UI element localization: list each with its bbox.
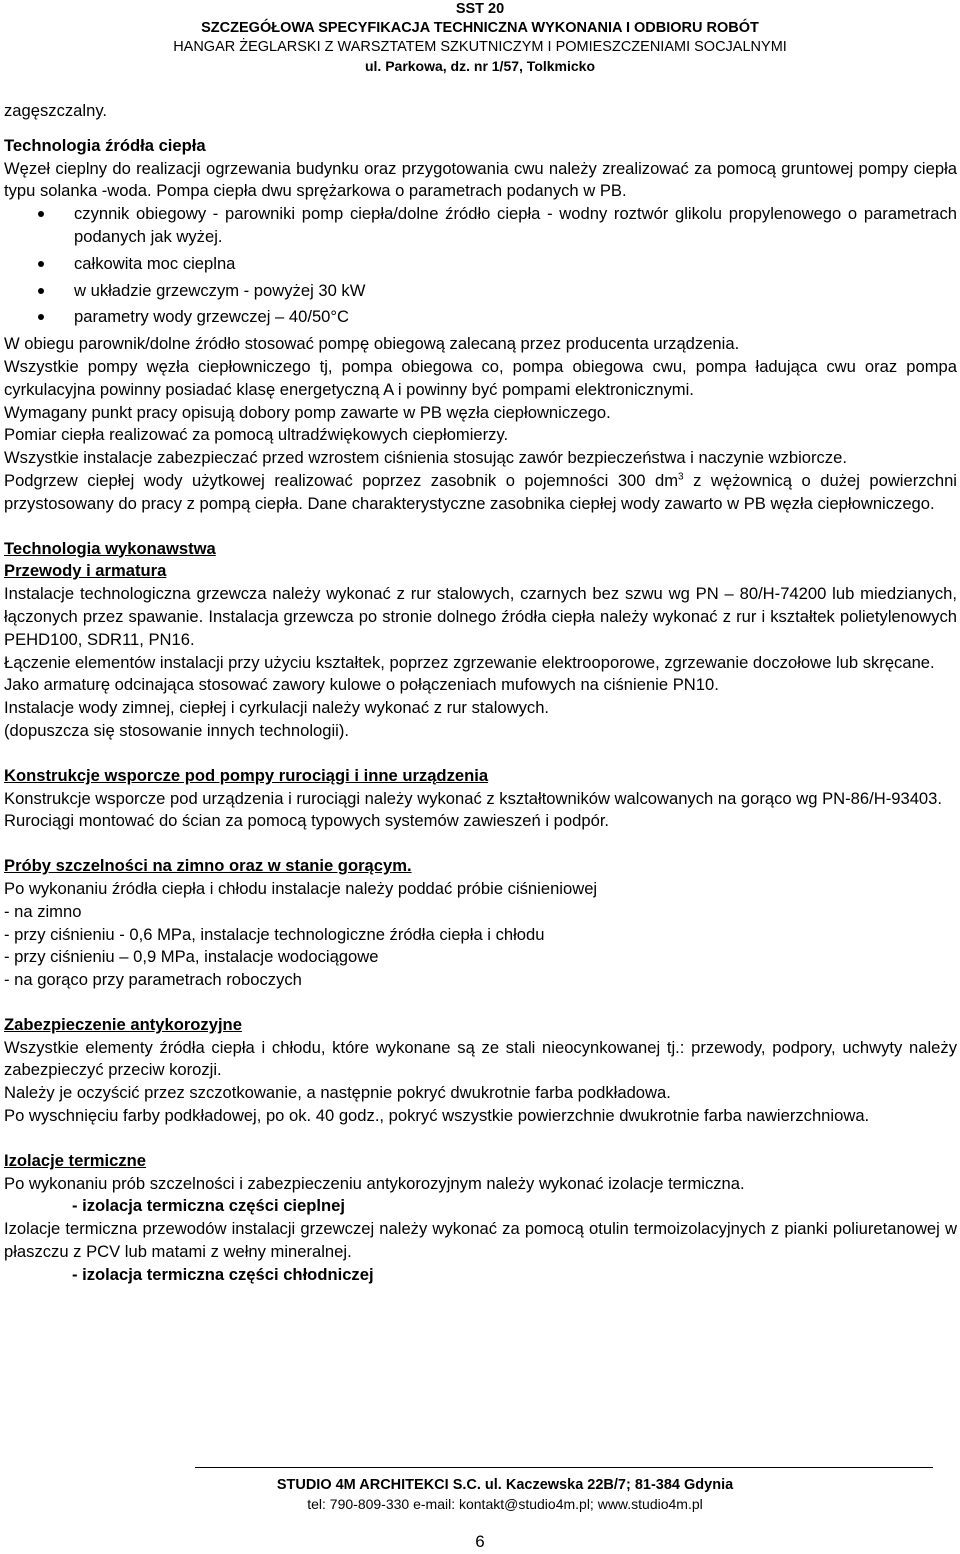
paragraph: W obiegu parownik/dolne źródło stosować pompę obiegową zalecaną przez producenta urządzenia. — [4, 334, 740, 354]
paragraph: Węzeł cieplny do realizacji ogrzewania budynku oraz przygotowania cwu należy zrealizować za pomocą gruntowej pompy ciepła typu solanka -woda. Pompa ciepła dwu sprężarkowa o parametrach podanych w PB. — [4, 158, 957, 201]
paragraph: Po wykonaniu prób szczelności i zabezpieczeniu antykorozyjnym należy wykonać izolacje termiczna. — [4, 1173, 745, 1193]
bullet-item: całkowita moc cieplna — [4, 253, 957, 276]
section-title-tests: Próby szczelności na zimno oraz w stanie gorącym. — [4, 856, 412, 876]
paragraph: Wszystkie pompy węzła ciepłowniczego tj, pompa obiegowa co, pompa obiegowa cwu, pompa ładująca cwu oraz pompa cyrkulacyjna powinny posiadać klasę energetyczną A i powinny być pompami elektronicznymi. — [4, 356, 957, 399]
bullet-item: w układzie grzewczym - powyżej 30 kW — [4, 280, 957, 303]
bullet-icon — [38, 314, 44, 320]
paragraph-tank: Podgrzew ciepłej wody użytkowej realizować poprzez zasobnik o pojemności 300 $dm^3$ z wężownicą o dużej powierzchni przystosowany do pracy z pompą ciepła. Dane charakterystyczne zasobnika ciepłej wody zawarto w PB węzła ciepłowniczego. — [4, 470, 957, 513]
paragraph: Należy je oczyścić przez szczotkowanie, a następnie pokryć dwukrotnie farba podkładowa. — [4, 1083, 671, 1103]
paragraph: Rurociągi montować do ścian za pomocą typowych systemów zawieszeń i podpór. — [4, 811, 610, 831]
paragraph: Wymagany punkt pracy opisują dobory pomp zawarte w PB węzła ciepłowniczego. — [4, 402, 611, 422]
section-subtitle-pipes: Przewody i armatura — [4, 561, 167, 581]
section-title-heat-source: Technologia źródła ciepła — [4, 135, 206, 155]
paragraph: - na gorąco przy parametrach roboczych — [4, 970, 302, 990]
bullet-list — [4, 203, 957, 329]
company-contact: tel: 790-809-330 e-mail: kontakt@studio4m.pl; www.studio4m.pl — [307, 1496, 703, 1512]
project-address: ul. Parkowa, dz. nr 1/57, Tolkmicko — [364, 58, 596, 74]
paragraph: Instalacje technologiczna grzewcza należy wykonać z rur stalowych, czarnych bez szwu wg PN – 80/H-74200 lub miedzianych, łączonych przez spawanie. Instalacja grzewcza po stronie dolnego źródła ciepła należy wykonać z rur i kształtek polietylenowych PEHD100, SDR11, PN16. — [4, 584, 957, 649]
paragraph: Po wyschnięciu farby podkładowej, po ok. 40 godz., pokryć wszystkie powierzchnie dwukrotnie farba nawierzchniowa. — [4, 1106, 870, 1126]
paragraph: Jako armaturę odcinająca stosować zawory kulowe o połączeniach mufowych na ciśnienie PN10. — [4, 675, 719, 695]
spec-title: SZCZEGÓŁOWA SPECYFIKACJA TECHNICZNA WYKONANIA I ODBIORU ROBÓT — [201, 20, 759, 36]
company-address: STUDIO 4M ARCHITEKCI S.C. ul. Kaczewska 22B/7; 81-384 Gdynia — [276, 1477, 734, 1493]
bullet-icon — [38, 288, 44, 294]
page-header — [0, 0, 960, 76]
page-footer — [0, 1476, 960, 1514]
paragraph: Izolacje termiczna przewodów instalacji grzewczej należy wykonać za pomocą otulin termoizolacyjnych z pianki poliuretanowej w płaszczu z PCV lub matami z wełny mineralnej. — [4, 1219, 957, 1262]
paragraph: Pomiar ciepła realizować za pomocą ultradźwiękowych ciepłomierzy. — [4, 425, 509, 445]
subsection-heat-insulation: - izolacja termiczna części cieplnej — [72, 1196, 345, 1216]
bullet-item: parametry wody grzewczej – 40/50°C — [4, 306, 957, 329]
paragraph: Instalacje wody zimnej, ciepłej i cyrkulacji należy wykonać z rur stalowych. — [4, 698, 550, 718]
section-title-anticorrosion: Zabezpieczenie antykorozyjne — [4, 1014, 242, 1034]
section-title-execution: Technologia wykonawstwa — [4, 538, 216, 558]
paragraph: Wszystkie instalacje zabezpieczać przed wzrostem ciśnienia stosując zawór bezpieczeństwa i naczynie wzbiorcze. — [4, 448, 847, 468]
page-number: 6 — [475, 1532, 485, 1551]
spec-code: SST 20 — [455, 1, 505, 17]
bullet-item: czynnik obiegowy - parowniki pomp ciepła/dolne źródło ciepła - wodny roztwór glikolu propylenowego o parametrach podanych jak wyżej. — [4, 203, 957, 249]
document-body — [4, 100, 957, 1287]
section-title-supports: Konstrukcje wsporcze pod pompy rurociągi i inne urządzenia — [4, 765, 489, 785]
subsection-cold-insulation: - izolacja termiczna części chłodniczej — [72, 1264, 374, 1284]
paragraph: Konstrukcje wsporcze pod urządzenia i rurociągi należy wykonać z kształtowników walcowanych na gorąco wg PN-86/H-93403. — [4, 788, 943, 808]
paragraph: Wszystkie elementy źródła ciepła i chłodu, które wykonane są ze stali nieocynkowanej tj.: przewody, podpory, uchwyty należy zabezpieczyć przeciw korozji. — [4, 1037, 957, 1080]
paragraph: - przy ciśnieniu – 0,9 MPa, instalacje wodociągowe — [4, 947, 379, 967]
paragraph: Łączenie elementów instalacji przy użyciu kształtek, poprzez zgrzewanie elektrooporowe, zgrzewanie doczołowe lub skręcane. — [4, 652, 935, 672]
paragraph: - przy ciśnieniu - 0,6 MPa, instalacje technologiczne źródła ciepła i chłodu — [4, 924, 545, 944]
paragraph: - na zimno — [4, 901, 82, 921]
intro-fragment: zagęszczalny. — [4, 101, 107, 120]
paragraph: (dopuszcza się stosowanie innych technologii). — [4, 720, 349, 740]
project-name: HANGAR ŻEGLARSKI Z WARSZTATEM SZKUTNICZYM I POMIESZCZENIAMI SOCJALNYMI — [173, 39, 787, 55]
section-title-insulation: Izolacje termiczne — [4, 1150, 147, 1170]
footer-divider — [195, 1467, 933, 1468]
bullet-icon — [38, 211, 44, 217]
bullet-icon — [38, 261, 44, 267]
paragraph: Po wykonaniu źródła ciepła i chłodu instalacje należy poddać próbie ciśnieniowej — [4, 878, 598, 898]
